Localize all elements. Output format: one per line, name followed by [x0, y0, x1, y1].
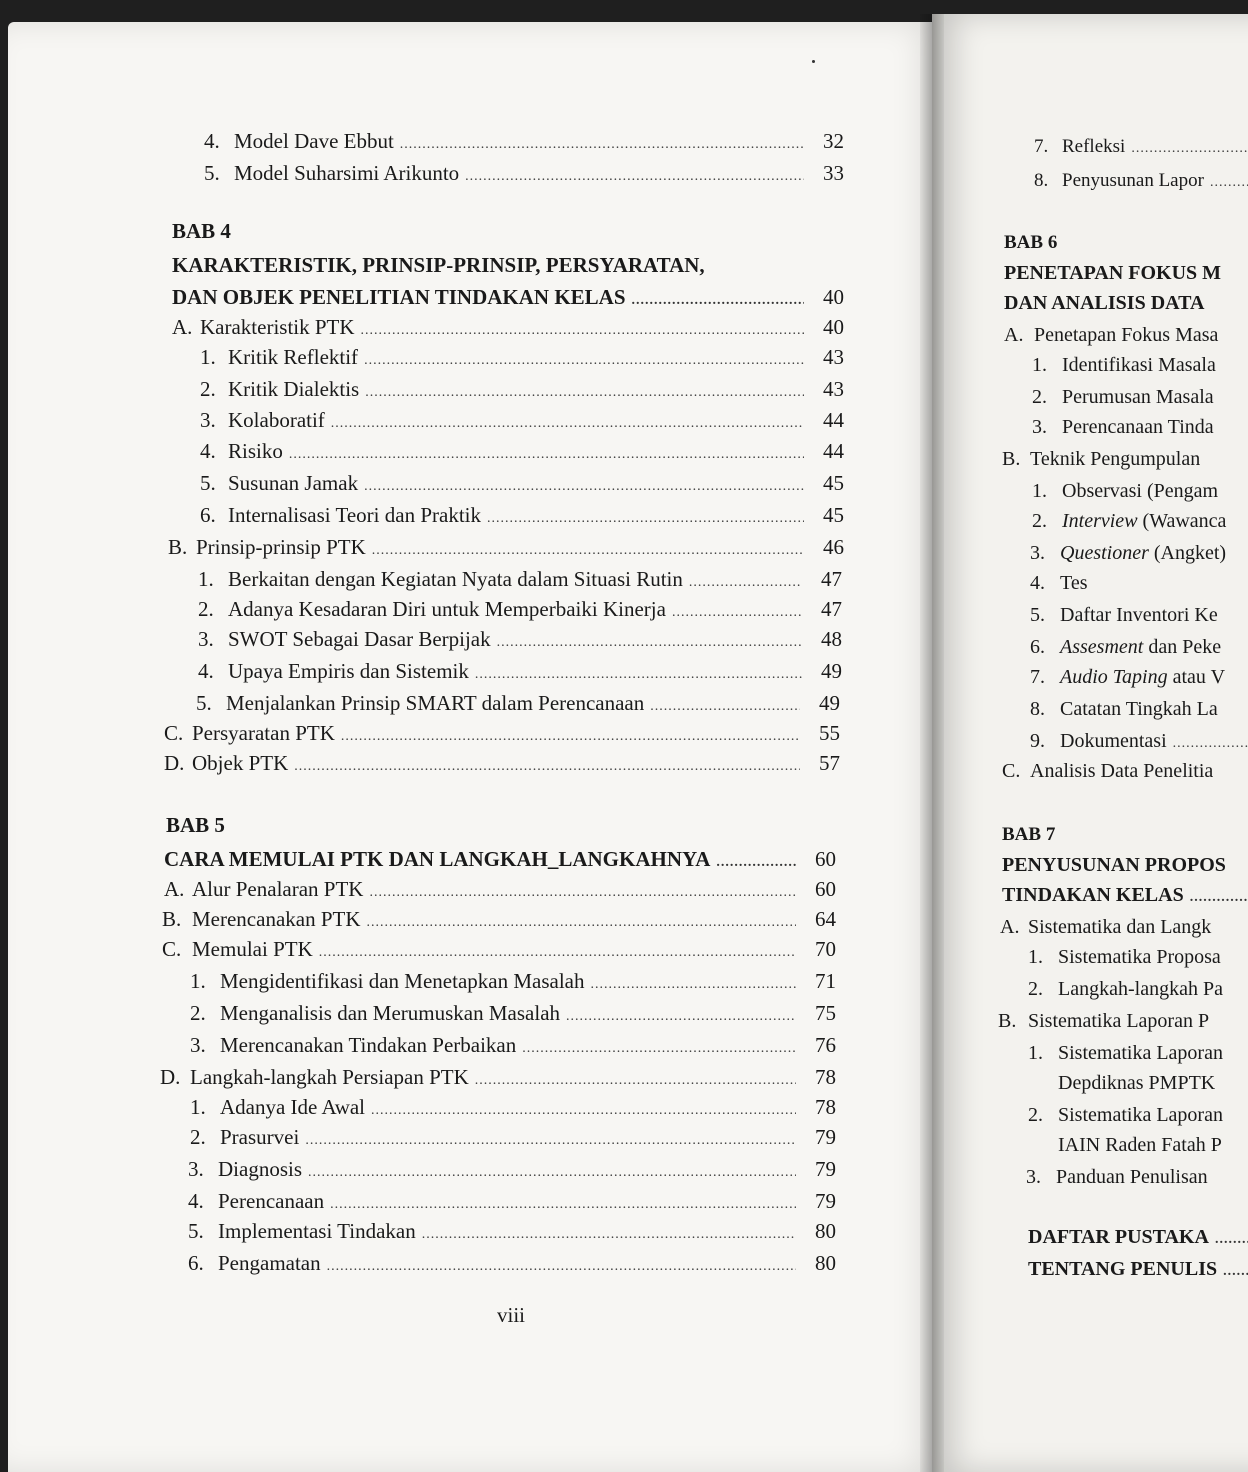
bab4-heading: BAB 4	[172, 219, 231, 243]
bab6-title-line1: PENETAPAN FOKUS M	[1004, 262, 1222, 284]
toc-entry-label: Sistematika dan Langk	[1028, 916, 1212, 938]
toc-leader-dots	[422, 1222, 796, 1248]
toc-entry[interactable]	[164, 876, 836, 906]
toc-entry[interactable]	[1000, 914, 1248, 940]
toc-entry[interactable]	[162, 936, 836, 966]
toc-entry-number: 3.	[1032, 416, 1047, 438]
toc-entry-label: Catatan Tingkah La	[1060, 698, 1218, 720]
toc-entry-label: Karakteristik PTK	[200, 315, 355, 339]
toc-entry-number: 9.	[1030, 730, 1045, 752]
toc-entry-number: 8.	[1034, 170, 1049, 191]
toc-leader-dots	[330, 1192, 796, 1218]
toc-entry-number: 4.	[204, 129, 220, 153]
toc-leader-dots	[566, 1004, 796, 1030]
toc-leader-dots	[364, 474, 804, 500]
toc-entry-page: 57	[819, 751, 840, 775]
toc-entry[interactable]	[1002, 758, 1248, 784]
toc-entry-number: 2.	[200, 377, 216, 401]
toc-entry-number: 2.	[1028, 1104, 1043, 1126]
toc-entry-label: Assesment dan Peke	[1060, 636, 1222, 658]
toc-entry[interactable]	[196, 690, 840, 720]
toc-entry[interactable]	[198, 626, 842, 656]
toc-leader-dots	[1210, 170, 1248, 196]
toc-leader-dots	[365, 380, 804, 406]
toc-entry[interactable]	[998, 1008, 1248, 1034]
toc-entry[interactable]	[1028, 1102, 1248, 1128]
toc-entry[interactable]	[1030, 696, 1248, 722]
toc-entry-page: 78	[815, 1095, 836, 1119]
toc-entry-label: Adanya Ide Awal	[220, 1095, 366, 1119]
toc-leader-dots	[1215, 1227, 1248, 1253]
toc-entry-number: 2.	[1028, 978, 1043, 1000]
toc-leader-dots	[327, 1254, 796, 1280]
toc-entry-page: 49	[819, 691, 840, 715]
toc-entry[interactable]	[1002, 446, 1248, 472]
toc-entry-label: TENTANG PENULIS	[1028, 1258, 1218, 1280]
toc-entry-page: 79	[815, 1157, 836, 1181]
toc-entry-page: 79	[815, 1125, 836, 1149]
toc-entry-page: 33	[823, 161, 844, 185]
toc-back-matter[interactable]	[998, 1256, 1248, 1285]
toc-entry-page: 75	[815, 1001, 836, 1025]
toc-entry[interactable]	[190, 1000, 836, 1030]
toc-leader-dots	[1131, 136, 1248, 162]
toc-entry[interactable]	[1032, 508, 1248, 534]
toc-entry-label: Kritik Dialektis	[228, 377, 360, 401]
toc-entry-label: Audio Taping atau V	[1060, 666, 1226, 688]
bab4-title-line2[interactable]: DAN OBJEK PENELITIAN TINDAKAN KELAS ..... 40	[172, 284, 844, 314]
bab7-title-line2[interactable]: TINDAKAN KELAS .....	[1002, 882, 1248, 911]
toc-entry[interactable]	[200, 344, 844, 374]
toc-entry-label: Memulai PTK	[192, 937, 313, 961]
book-gutter	[920, 14, 944, 1472]
toc-back-matter[interactable]	[998, 1224, 1248, 1253]
toc-entry-label: Tes	[1060, 572, 1088, 594]
toc-entry-number: 5.	[188, 1219, 204, 1243]
toc-entry[interactable]	[160, 1064, 836, 1094]
toc-entry[interactable]	[190, 968, 836, 998]
toc-entry-label: Sistematika Proposa	[1058, 946, 1221, 968]
toc-entry-number: 6.	[200, 503, 216, 527]
toc-entry-label: Penetapan Fokus Masa	[1034, 324, 1219, 346]
toc-entry-page: 55	[819, 721, 840, 745]
toc-entry[interactable]	[1028, 1040, 1248, 1066]
toc-entry-number: 2.	[198, 597, 214, 621]
toc-entry[interactable]	[1030, 570, 1248, 596]
toc-entry-number: A.	[164, 877, 185, 901]
toc-entry-label: SWOT Sebagai Dasar Berpijak	[228, 627, 491, 651]
toc-entry-label: Analisis Data Penelitia	[1030, 760, 1214, 782]
toc-entry-number: C.	[164, 721, 184, 745]
toc-leader-dots	[372, 538, 804, 564]
toc-entry-page: 76	[815, 1033, 836, 1057]
toc-entry-label: Menganalisis dan Merumuskan Masalah	[220, 1001, 561, 1025]
toc-entry-label: Diagnosis	[218, 1157, 302, 1181]
toc-entry-label: Merencanakan PTK	[192, 907, 361, 931]
toc-leader-dots	[294, 754, 800, 780]
toc-entry-page: 79	[815, 1189, 836, 1213]
toc-entry[interactable]	[204, 128, 844, 158]
toc-entry-page: 43	[823, 345, 844, 369]
toc-entry-label: Alur Penalaran PTK	[192, 877, 364, 901]
toc-entry-label: Penyusunan Lapor	[1062, 170, 1204, 191]
toc-entry-number: 3.	[200, 408, 216, 432]
toc-entry-number: 7.	[1030, 666, 1045, 688]
toc-leader-dots	[689, 570, 802, 596]
toc-entry-label: Model Dave Ebbut	[234, 129, 394, 153]
bab4-title-line1: KARAKTERISTIK, PRINSIP-PRINSIP, PERSYARATAN,	[172, 253, 705, 277]
toc-entry-number: 2.	[1032, 386, 1047, 408]
toc-entry-number: 1.	[1032, 480, 1047, 502]
toc-entry-label: Model Suharsimi Arikunto	[234, 161, 460, 185]
toc-leader-dots	[364, 348, 804, 374]
toc-entry[interactable]	[162, 906, 836, 936]
toc-entry-page: 60	[815, 877, 836, 901]
toc-entry[interactable]	[188, 1188, 836, 1218]
toc-entry[interactable]	[1030, 540, 1248, 566]
toc-entry-label: Kolaboratif	[228, 408, 325, 432]
toc-leader-dots	[475, 662, 802, 688]
toc-entry-number: 5.	[196, 691, 212, 715]
toc-entry[interactable]	[1030, 728, 1248, 757]
toc-entry-number: 3.	[1026, 1166, 1041, 1188]
toc-entry-number: 8.	[1030, 698, 1045, 720]
toc-leader-dots	[341, 724, 800, 750]
toc-leader-dots	[1223, 1259, 1248, 1285]
toc-entry-label: Langkah-langkah Pa	[1058, 978, 1223, 1000]
page-number-footer: viii	[497, 1303, 526, 1327]
toc-entry[interactable]	[190, 1124, 836, 1154]
toc-entry-number: 6.	[188, 1251, 204, 1275]
toc-entry-page: 80	[815, 1219, 836, 1243]
toc-entry[interactable]	[1028, 1070, 1248, 1096]
toc-entry-page: 78	[815, 1065, 836, 1089]
toc-entry-label: Sistematika Laporan P	[1028, 1010, 1210, 1032]
toc-entry[interactable]	[1032, 384, 1248, 410]
toc-leader-dots	[400, 132, 804, 158]
toc-entry-label: Internalisasi Teori dan Praktik	[228, 503, 481, 527]
toc-entry-label: Kritik Reflektif	[228, 345, 359, 369]
toc-entry[interactable]	[200, 438, 844, 468]
toc-entry-page: 46	[823, 535, 844, 559]
toc-entry-number: 3.	[198, 627, 214, 651]
toc-entry[interactable]	[1032, 478, 1248, 504]
toc-entry[interactable]	[200, 502, 844, 532]
toc-leader-dots	[590, 972, 796, 998]
toc-entry-label: Daftar Inventori Ke	[1060, 604, 1218, 626]
speck	[812, 60, 815, 63]
toc-entry-number: A.	[1004, 324, 1024, 346]
toc-leader-dots	[371, 1098, 796, 1124]
toc-entry-number: C.	[1002, 760, 1021, 782]
toc-entry-page: 70	[815, 937, 836, 961]
toc-leader-dots	[522, 1036, 796, 1062]
toc-entry[interactable]	[1034, 168, 1248, 196]
toc-entry-label: Panduan Penulisan	[1056, 1166, 1208, 1188]
toc-entry[interactable]	[164, 720, 840, 750]
toc-entry-page: 44	[823, 408, 844, 432]
bab7-title-line1: PENYUSUNAN PROPOS	[1002, 854, 1226, 876]
toc-entry-number: 1.	[200, 345, 216, 369]
toc-entry-number: 1.	[190, 969, 206, 993]
toc-entry-number: 4.	[188, 1189, 204, 1213]
toc-entry-label: Pengamatan	[218, 1251, 321, 1275]
toc-entry-page: 40	[823, 315, 844, 339]
toc-entry-number: 1.	[1028, 1042, 1043, 1064]
toc-entry-label: Perencanaan Tinda	[1062, 416, 1214, 438]
toc-entry-number: C.	[162, 937, 182, 961]
toc-entry-number: 1.	[1028, 946, 1043, 968]
toc-entry-number: 6.	[1030, 636, 1045, 658]
toc-entry-number: D.	[160, 1065, 181, 1089]
toc-entry[interactable]	[1026, 1164, 1248, 1190]
toc-entry-label: Susunan Jamak	[228, 471, 359, 495]
toc-leader-dots	[369, 880, 796, 906]
toc-entry-label: Teknik Pengumpulan	[1030, 448, 1201, 470]
toc-entry[interactable]	[188, 1250, 836, 1280]
toc-entry-page: 71	[815, 969, 836, 993]
toc-leader-dots	[308, 1160, 796, 1186]
toc-entry[interactable]	[1032, 352, 1248, 378]
bab6-title-line2: DAN ANALISIS DATA	[1004, 292, 1205, 314]
toc-leader-dots	[465, 164, 804, 190]
toc-entry-label: Observasi (Pengam	[1062, 480, 1219, 502]
toc-entry-number: 3.	[190, 1033, 206, 1057]
toc-leader-dots	[289, 442, 804, 468]
toc-entry-label: Adanya Kesadaran Diri untuk Memperbaiki Kinerja	[228, 597, 666, 621]
toc-entry-number: 4.	[1030, 572, 1045, 594]
toc-entry-label: Mengidentifikasi dan Menetapkan Masalah	[220, 969, 585, 993]
toc-entry[interactable]	[1028, 976, 1248, 1002]
bab5-heading: BAB 5	[166, 813, 225, 837]
toc-entry-number: 1.	[1032, 354, 1047, 376]
toc-entry[interactable]	[188, 1156, 836, 1186]
toc-entry[interactable]	[1032, 414, 1248, 440]
toc-entry-number: B.	[998, 1010, 1017, 1032]
toc-entry[interactable]	[200, 376, 844, 406]
toc-entry[interactable]	[1030, 602, 1248, 628]
toc-entry-label: Identifikasi Masala	[1062, 354, 1216, 376]
toc-entry-number: 5.	[1030, 604, 1045, 626]
toc-entry-number: 5.	[200, 471, 216, 495]
toc-entry[interactable]	[188, 1218, 836, 1248]
toc-entry-page: 49	[821, 659, 842, 683]
toc-entry-number: 3.	[1030, 542, 1045, 564]
toc-entry-label: Depdiknas PMPTK	[1058, 1072, 1216, 1094]
toc-entry[interactable]	[1030, 664, 1248, 690]
toc-entry-number: 4.	[198, 659, 214, 683]
toc-entry[interactable]	[200, 407, 844, 437]
toc-entry-page: 43	[823, 377, 844, 401]
toc-entry-number: 7.	[1034, 136, 1049, 157]
toc-entry[interactable]	[1028, 1132, 1248, 1158]
toc-entry-number: 2.	[190, 1125, 206, 1149]
toc-entry-page: 64	[815, 907, 836, 931]
toc-entry-page: 80	[815, 1251, 836, 1275]
toc-leader-dots	[475, 1068, 796, 1094]
toc-leader-dots	[650, 694, 800, 720]
toc-entry-number: A.	[1000, 916, 1020, 938]
toc-entry-label: Perencanaan	[218, 1189, 325, 1213]
toc-entry[interactable]	[190, 1032, 836, 1062]
toc-entry-page: 47	[821, 597, 842, 621]
toc-entry-label: Menjalankan Prinsip SMART dalam Perencanaan	[226, 691, 645, 715]
toc-entry-label: Persyaratan PTK	[192, 721, 335, 745]
toc-leader-dots	[305, 1128, 796, 1154]
toc-entry-number: B.	[162, 907, 182, 931]
toc-entry-label: Implementasi Tindakan	[218, 1219, 416, 1243]
toc-entry[interactable]	[1004, 322, 1248, 348]
toc-entry-label: Dokumentasi	[1060, 730, 1167, 752]
toc-entry[interactable]	[1030, 634, 1248, 660]
toc-entry[interactable]	[168, 534, 844, 564]
toc-entry-page: 47	[821, 567, 842, 591]
toc-entry-label: Prasurvei	[220, 1125, 300, 1149]
toc-entry-number: A.	[172, 315, 193, 339]
toc-entry-label: DAFTAR PUSTAKA	[1028, 1226, 1209, 1248]
toc-leader-dots	[1173, 731, 1248, 757]
toc-entry[interactable]	[198, 658, 842, 688]
toc-entry[interactable]	[1034, 134, 1248, 162]
toc-entry[interactable]	[1028, 944, 1248, 970]
toc-entry-label: Risiko	[228, 439, 283, 463]
toc-entry-number: 2.	[1032, 510, 1047, 532]
toc-leader-dots	[361, 318, 804, 344]
toc-entry-label: Sistematika Laporan	[1058, 1104, 1223, 1126]
toc-entry-number: 1.	[190, 1095, 206, 1119]
toc-entry[interactable]	[200, 470, 844, 500]
toc-entry[interactable]	[198, 596, 842, 626]
toc-entry-number: 2.	[190, 1001, 206, 1025]
toc-entry-label: Sistematika Laporan	[1058, 1042, 1223, 1064]
toc-entry-label: Perumusan Masala	[1062, 386, 1214, 408]
toc-leader-dots	[319, 940, 796, 966]
toc-entry-label: Merencanakan Tindakan Perbaikan	[220, 1033, 517, 1057]
bab5-title[interactable]: CARA MEMULAI PTK DAN LANGKAH_LANGKAHNYA ..... 60	[164, 846, 836, 876]
toc-leader-dots	[497, 630, 802, 656]
toc-leader-dots	[331, 411, 804, 437]
toc-entry[interactable]	[190, 1094, 836, 1124]
toc-entry-label: Questioner (Angket)	[1060, 542, 1227, 564]
toc-entry-number: B.	[168, 535, 188, 559]
toc-entry-number: 4.	[200, 439, 216, 463]
toc-entry-page: 48	[821, 627, 842, 651]
toc-entry-page: 32	[823, 129, 844, 153]
toc-entry-label: Interview (Wawanca	[1062, 510, 1227, 532]
toc-entry[interactable]	[172, 314, 844, 344]
toc-leader-dots	[487, 506, 804, 532]
toc-leader-dots	[672, 600, 802, 626]
toc-entry-label: IAIN Raden Fatah P	[1058, 1134, 1222, 1156]
toc-entry[interactable]	[204, 160, 844, 190]
toc-entry-page: 45	[823, 503, 844, 527]
toc-entry[interactable]	[198, 566, 842, 596]
toc-entry-label: Langkah-langkah Persiapan PTK	[190, 1065, 469, 1089]
toc-entry-number: 1.	[198, 567, 214, 591]
toc-entry-number: D.	[164, 751, 185, 775]
toc-entry-number: 3.	[188, 1157, 204, 1181]
toc-entry-page: 45	[823, 471, 844, 495]
bab7-heading: BAB 7	[1002, 824, 1056, 845]
toc-entry-label: Berkaitan dengan Kegiatan Nyata dalam Situasi Rutin	[228, 567, 683, 591]
toc-leader-dots	[367, 910, 796, 936]
toc-entry-label: Upaya Empiris dan Sistemik	[228, 659, 469, 683]
toc-entry-label: Objek PTK	[192, 751, 289, 775]
toc-entry-label: Prinsip-prinsip PTK	[196, 535, 366, 559]
toc-entry-number: B.	[1002, 448, 1021, 470]
toc-entry-number: 5.	[204, 161, 220, 185]
toc-entry-label: Refleksi	[1062, 136, 1126, 157]
toc-entry-page: 44	[823, 439, 844, 463]
toc-entry[interactable]	[164, 750, 840, 780]
bab6-heading: BAB 6	[1004, 232, 1058, 253]
